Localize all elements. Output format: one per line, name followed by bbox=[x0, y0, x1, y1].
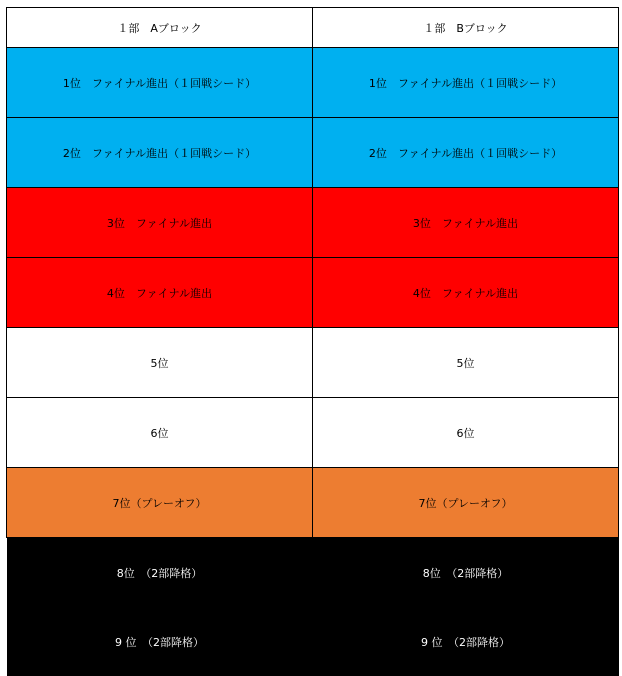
table-row bbox=[7, 258, 619, 328]
rank-9-a-cell: 9 位 （2部降格） bbox=[7, 607, 313, 676]
rank-4-a-cell: 4位 ファイナル進出 bbox=[7, 258, 313, 328]
table-row bbox=[7, 607, 619, 676]
rank-1-b-cell: 1位 ファイナル進出（１回戦シード） bbox=[313, 48, 619, 118]
table-row bbox=[7, 398, 619, 468]
rank-8-a-cell: 8位 （2部降格） bbox=[7, 538, 313, 608]
rank-2-b-cell: 2位 ファイナル進出（１回戦シード） bbox=[313, 118, 619, 188]
rank-4-b-cell: 4位 ファイナル進出 bbox=[313, 258, 619, 328]
rank-3-a-cell: 3位 ファイナル進出 bbox=[7, 188, 313, 258]
rank-6-b-cell: 6位 bbox=[313, 398, 619, 468]
rank-8-b-cell: 8位 （2部降格） bbox=[313, 538, 619, 608]
table-row bbox=[7, 328, 619, 398]
rank-6-a-cell: 6位 bbox=[7, 398, 313, 468]
header-cell-b-block: １部 Bブロック bbox=[313, 8, 619, 48]
table-row bbox=[7, 538, 619, 608]
rank-5-a-cell: 5位 bbox=[7, 328, 313, 398]
rank-3-b-cell: 3位 ファイナル進出 bbox=[313, 188, 619, 258]
rank-1-a-cell: 1位 ファイナル進出（１回戦シード） bbox=[7, 48, 313, 118]
header-cell-a-block: １部 Aブロック bbox=[7, 8, 313, 48]
table-row bbox=[7, 468, 619, 538]
rank-9-b-cell: 9 位 （2部降格） bbox=[313, 607, 619, 676]
rank-5-b-cell: 5位 bbox=[313, 328, 619, 398]
rank-7-a-cell: 7位（プレーオフ） bbox=[7, 468, 313, 538]
rank-2-a-cell: 2位 ファイナル進出（１回戦シード） bbox=[7, 118, 313, 188]
table-row bbox=[7, 48, 619, 118]
standings-table bbox=[6, 7, 619, 676]
table-row bbox=[7, 118, 619, 188]
header-row bbox=[7, 8, 619, 48]
table-row bbox=[7, 188, 619, 258]
rank-7-b-cell: 7位（プレーオフ） bbox=[313, 468, 619, 538]
